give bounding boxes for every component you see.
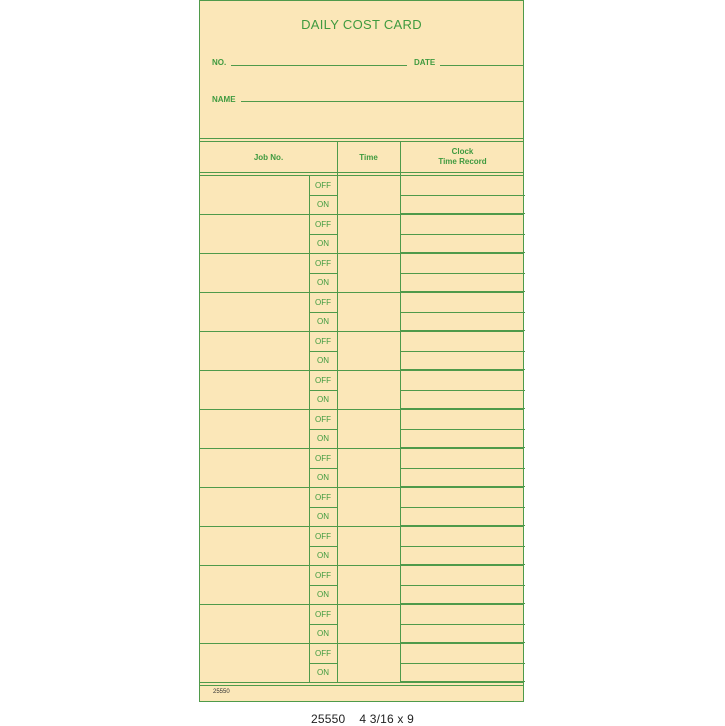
table-bottom-rule xyxy=(200,682,523,683)
on-label: ON xyxy=(317,238,329,248)
row-separator xyxy=(200,331,523,332)
name-label: NAME xyxy=(212,95,236,104)
off-label: OFF xyxy=(315,454,331,463)
product-code: 25550 xyxy=(310,712,346,726)
on-label: ON xyxy=(317,433,329,443)
clock-entry-line xyxy=(400,663,525,664)
header-top-rule xyxy=(200,138,523,139)
clock-entry-line xyxy=(400,273,525,274)
clock-entry-line xyxy=(400,312,525,313)
row-separator xyxy=(200,214,523,215)
date-field-line xyxy=(440,65,524,66)
off-label: OFF xyxy=(315,337,331,346)
product-size: 4 3/16 x 9 xyxy=(359,712,415,726)
offon-mid-line xyxy=(309,312,337,313)
row-separator xyxy=(200,253,523,254)
offon-mid-line xyxy=(309,273,337,274)
on-label: ON xyxy=(317,550,329,560)
off-label: OFF xyxy=(315,376,331,385)
offon-mid-line xyxy=(309,468,337,469)
off-label: OFF xyxy=(315,220,331,229)
clock-entry-line xyxy=(400,585,525,586)
row-separator xyxy=(200,643,523,644)
form-number: 25550 xyxy=(213,689,230,695)
on-label: ON xyxy=(317,511,329,521)
on-label: ON xyxy=(317,199,329,209)
offon-mid-line xyxy=(309,234,337,235)
row-separator xyxy=(200,526,523,527)
offon-mid-line xyxy=(309,585,337,586)
header-clock-line2: Time Record xyxy=(438,157,487,166)
off-label: OFF xyxy=(315,610,331,619)
offon-mid-line xyxy=(309,429,337,430)
header-bottom-rule xyxy=(200,172,523,173)
off-label: OFF xyxy=(315,415,331,424)
on-label: ON xyxy=(317,277,329,287)
offon-mid-line xyxy=(309,390,337,391)
clock-entry-line xyxy=(400,468,525,469)
date-label: DATE xyxy=(414,58,436,67)
daily-cost-card xyxy=(199,0,524,702)
on-label: ON xyxy=(317,355,329,365)
offon-mid-line xyxy=(309,624,337,625)
clock-entry-line xyxy=(400,351,525,352)
col-divider-time xyxy=(337,141,338,682)
no-label: NO. xyxy=(212,58,227,67)
offon-mid-line xyxy=(309,663,337,664)
table-bottom-rule-2 xyxy=(200,685,523,686)
row-separator xyxy=(200,487,523,488)
header-clock-line1: Clock xyxy=(451,147,474,156)
row-separator xyxy=(200,370,523,371)
off-label: OFF xyxy=(315,493,331,502)
product-caption xyxy=(0,712,725,726)
clock-entry-line xyxy=(400,507,525,508)
name-field-line xyxy=(241,101,524,102)
card-title: DAILY COST CARD xyxy=(301,17,422,32)
on-label: ON xyxy=(317,316,329,326)
off-label: OFF xyxy=(315,571,331,580)
offon-mid-line xyxy=(309,546,337,547)
row-separator xyxy=(200,448,523,449)
offon-mid-line xyxy=(309,507,337,508)
header-top-rule-2 xyxy=(200,141,523,142)
clock-entry-line xyxy=(400,624,525,625)
off-label: OFF xyxy=(315,649,331,658)
header-job-no: Job No. xyxy=(253,153,284,162)
clock-entry-line xyxy=(400,195,525,196)
col-divider-clock xyxy=(400,141,401,682)
on-label: ON xyxy=(317,589,329,599)
clock-entry-line xyxy=(400,546,525,547)
row-separator xyxy=(200,292,523,293)
header-bottom-rule-2 xyxy=(200,175,523,176)
clock-entry-line xyxy=(400,429,525,430)
on-label: ON xyxy=(317,394,329,404)
off-label: OFF xyxy=(315,298,331,307)
on-label: ON xyxy=(317,472,329,482)
row-separator xyxy=(200,604,523,605)
row-separator xyxy=(200,409,523,410)
clock-entry-line xyxy=(400,390,525,391)
off-label: OFF xyxy=(315,259,331,268)
row-separator xyxy=(200,565,523,566)
on-label: ON xyxy=(317,628,329,638)
header-time: Time xyxy=(359,153,378,162)
off-label: OFF xyxy=(315,532,331,541)
clock-entry-line xyxy=(400,234,525,235)
offon-mid-line xyxy=(309,195,337,196)
on-label: ON xyxy=(317,667,329,677)
no-field-line xyxy=(231,65,407,66)
off-label: OFF xyxy=(315,181,331,190)
offon-mid-line xyxy=(309,351,337,352)
